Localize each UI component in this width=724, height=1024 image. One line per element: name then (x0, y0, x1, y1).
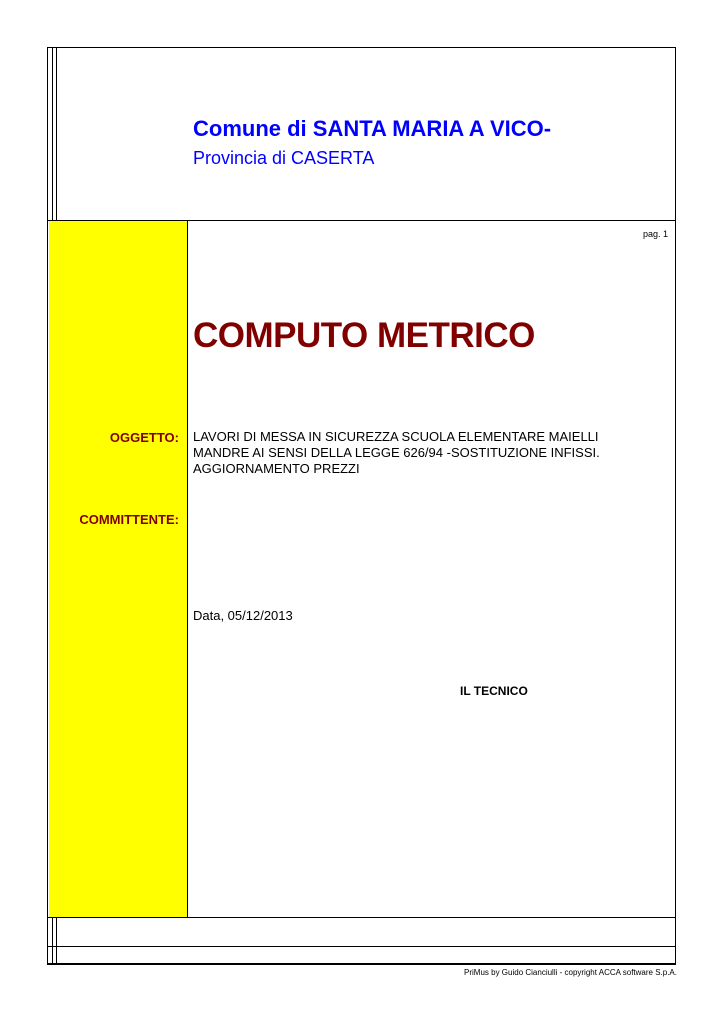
comune-heading: Comune di SANTA MARIA A VICO- (193, 116, 552, 141)
oggetto-line: AGGIORNAMENTO PREZZI (193, 461, 360, 476)
footer-band-divider (47, 946, 676, 947)
tecnico-signature-label: IL TECNICO (460, 684, 528, 698)
content-bottom-divider (47, 917, 676, 918)
page-number: pag. 1 (642, 229, 668, 239)
software-credit: PriMus by Guido Cianciulli - copyright ACCA software S.p.A. (464, 968, 677, 977)
oggetto-description (193, 429, 663, 477)
frame-bottom-rule (47, 963, 676, 965)
document-date: Data, 05/12/2013 (193, 608, 293, 623)
oggetto-label: OGGETTO: (109, 430, 179, 445)
oggetto-line: LAVORI DI MESSA IN SICUREZZA SCUOLA ELEMENTARE MAIELLI (193, 429, 599, 444)
committente-label: COMMITTENTE: (79, 512, 179, 527)
oggetto-line: MANDRE AI SENSI DELLA LEGGE 626/94 -SOSTITUZIONE INFISSI. (193, 445, 600, 460)
provincia-heading: Provincia di CASERTA (193, 148, 375, 168)
label-column (49, 221, 188, 917)
document-title: COMPUTO METRICO (193, 316, 535, 355)
